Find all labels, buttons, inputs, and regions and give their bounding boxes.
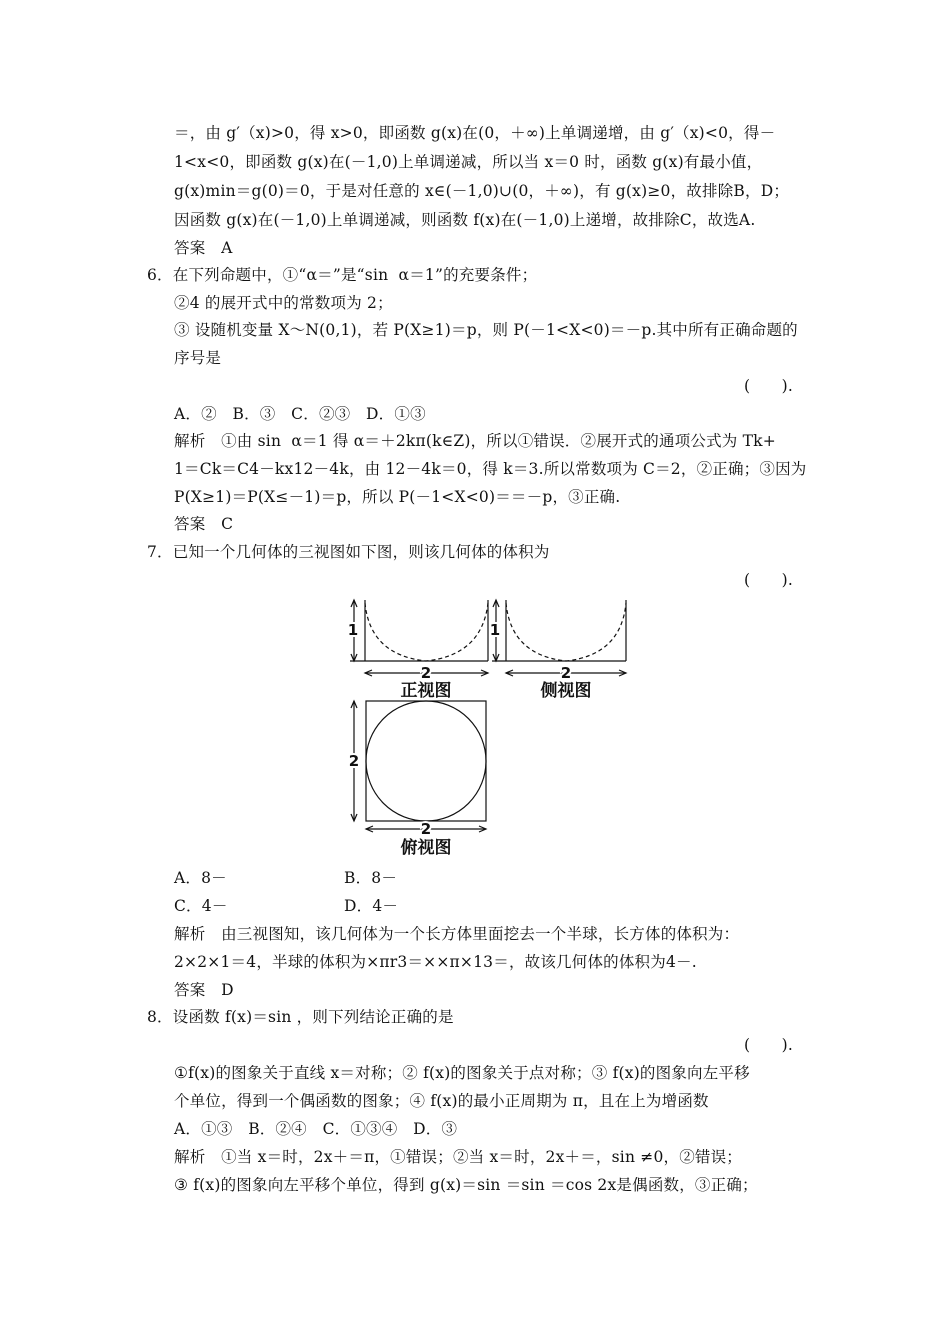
- question-8: 8．设函数 f(x)＝sin ，则下列结论正确的是: [147, 1008, 454, 1026]
- text-line: ③ 设随机变量 X～N(0,1)，若 P(X≥1)＝p，则 P(－1<X<0)＝－p.其中所有正确命题的: [174, 321, 798, 339]
- options-line: A．② B．③ C．②③ D．①③: [174, 405, 426, 423]
- answer-blank: ( ).: [744, 377, 794, 395]
- text-line: 个单位，得到一个偶函数的图象；④ f(x)的最小正周期为 π，且在上为增函数: [174, 1092, 709, 1110]
- answer-line: 答案 D: [174, 981, 234, 999]
- solution-line: 1＝Ck＝C4－kx12－4k，由 12－4k＝0，得 k＝3.所以常数项为 C＝2，②正确；③因为: [174, 460, 807, 478]
- text-line: g(x)min＝g(0)＝0，于是对任意的 x∈(－1,0)∪(0，＋∞)，有 g(x)≥0，故排除B，D；: [174, 182, 790, 200]
- option-c: C．4－: [174, 897, 228, 915]
- solution-line: 解析 ①当 x＝时，2x＋＝π，①错误；②当 x＝时，2x＋＝，sin ≠0，②错误；: [174, 1148, 743, 1166]
- front-view: [347, 600, 488, 676]
- top-dim-width: 2: [420, 820, 432, 838]
- text-line: 序号是: [174, 349, 222, 367]
- options-line: A．①③ B．②④ C．①③④ D．③: [174, 1120, 458, 1138]
- answer-line: 答案 A: [174, 239, 233, 257]
- answer-blank: ( ).: [744, 1036, 794, 1054]
- front-view-label: 正视图: [400, 681, 452, 701]
- text-line: ①f(x)的图象关于直线 x＝对称；② f(x)的图象关于点对称；③ f(x)的图象向左平移: [174, 1064, 750, 1082]
- solution-line: 解析 ①由 sin α＝1 得 α＝＋2kπ(k∈Z)，所以①错误．②展开式的通项公式为 Tk+: [174, 432, 776, 450]
- answer-blank: ( ).: [744, 571, 794, 589]
- top-view-label: 俯视图: [400, 838, 452, 858]
- text-line: 因函数 g(x)在(－1,0)上单调递减，则函数 f(x)在(－1,0)上递增，故排除C，故选A.: [174, 211, 756, 229]
- text-line: ②4 的展开式中的常数项为 2；: [174, 294, 393, 312]
- text-line: 1<x<0，即函数 g(x)在(－1,0)上单调递减，所以当 x＝0 时，函数 g(x)有最小值，: [174, 153, 763, 171]
- text-line: ＝，由 g′（x)>0，得 x>0，即函数 g(x)在(0，＋∞)上单调递增，由 g′（x)<0，得－: [174, 124, 776, 142]
- three-view-svg: [340, 595, 640, 865]
- option-d: D．4－: [344, 897, 399, 915]
- front-dim-height: 1: [347, 621, 359, 639]
- side-view: [489, 600, 626, 676]
- solution-line: 2×2×1＝4，半球的体积为×πr3＝××π×13＝，故该几何体的体积为4－.: [174, 953, 697, 971]
- option-b: B．8－: [344, 869, 398, 887]
- side-dim-width: 2: [560, 664, 572, 682]
- side-view-label: 侧视图: [540, 681, 592, 701]
- three-view-figure: [340, 595, 640, 865]
- front-dim-width: 2: [420, 664, 432, 682]
- top-dim-height: 2: [348, 752, 360, 770]
- top-view: [348, 701, 486, 832]
- solution-line: ③ f(x)的图象向左平移个单位，得到 g(x)＝sin ＝sin ＝cos 2x是偶函数，③正确；: [174, 1176, 758, 1194]
- question-6: 6．在下列命题中，①“α＝”是“sin α＝1”的充要条件；: [147, 266, 538, 284]
- side-dim-height: 1: [489, 621, 501, 639]
- answer-line: 答案 C: [174, 515, 234, 533]
- option-a: A．8－: [174, 869, 227, 887]
- solution-line: 解析 由三视图知，该几何体为一个长方体里面挖去一个半球，长方体的体积为：: [174, 925, 740, 943]
- question-7: 7．已知一个几何体的三视图如下图，则该几何体的体积为: [147, 543, 550, 561]
- solution-line: P(X≥1)＝P(X≤－1)＝p，所以 P(－1<X<0)＝＝－p，③正确.: [174, 488, 621, 506]
